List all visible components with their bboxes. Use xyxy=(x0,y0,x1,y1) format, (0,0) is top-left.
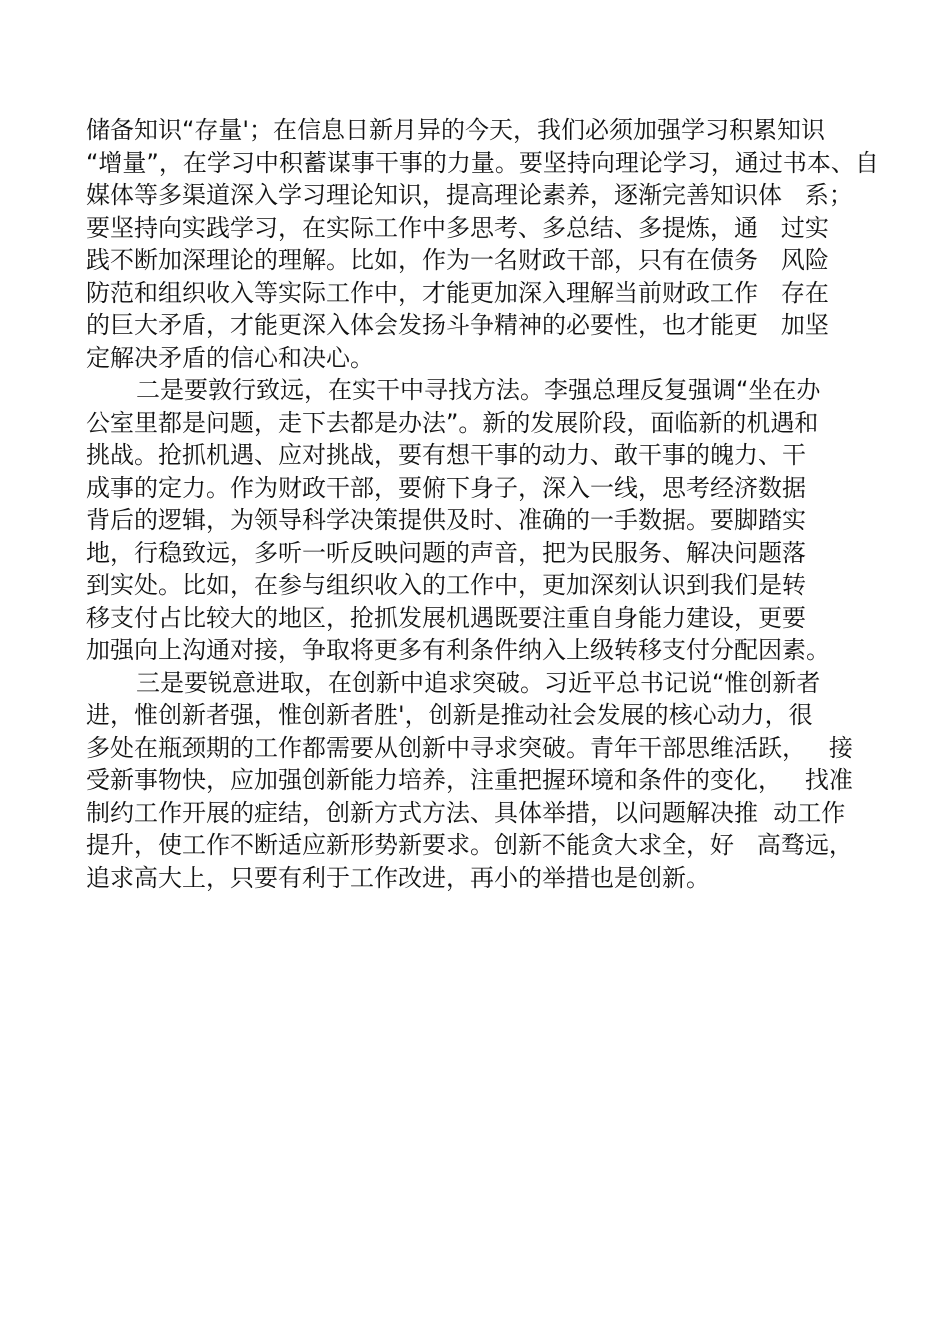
paragraph-3-line-4: 受新事物快，应加强创新能力培养，注重把握环境和条件的变化， 找准 xyxy=(86,766,853,794)
paragraph-1-line-1: 储备知识“存量'；在信息日新月异的今天，我们必须加强学习积累知识 xyxy=(86,116,826,144)
paragraph-2-line-9: 加强向上沟通对接，争取将更多有利条件纳入上级转移支付分配因素。 xyxy=(86,636,830,664)
paragraph-2-line-2: 公室里都是问题，走下去都是办法”。新的发展阶段，面临新的机遇和 xyxy=(86,408,819,437)
body-text xyxy=(86,114,886,894)
paragraph-3-line-1: 三是要锐意进取，在创新中追求突破。习近平总书记说“惟创新者 xyxy=(136,668,821,697)
paragraph-3-line-5: 制约工作开展的症结，创新方式方法、具体举措，以问题解决推 动工作 xyxy=(86,798,846,827)
paragraph-2-line-7: 到实处。比如，在参与组织收入的工作中，更加深刻认识到我们是转 xyxy=(86,571,806,599)
paragraph-2-line-1: 二是要敦行致远，在实干中寻找方法。李强总理反复强调“坐在办 xyxy=(136,376,821,404)
paragraph-3-line-3: 多处在瓶颈期的工作都需要从创新中寻求突破。青年干部思维活跃， 接 xyxy=(86,733,853,762)
paragraph-1-line-5: 践不断加深理论的理解。比如，作为一名财政干部，只有在债务 风险 xyxy=(86,246,829,274)
paragraph-2-line-8: 移支付占比较大的地区，抢抓发展机遇既要注重自身能力建设，更要 xyxy=(86,603,806,632)
paragraph-1-line-8: 定解决矛盾的信心和决心。 xyxy=(86,343,374,372)
paragraph-2-line-6: 地，行稳致远，多听一听反映问题的声音，把为民服务、解决问题落 xyxy=(86,538,806,567)
paragraph-3-line-7: 追求高大上，只要有利于工作改进，再小的举措也是创新。 xyxy=(86,863,710,892)
paragraph-3-line-6: 提升，使工作不断适应新形势新要求。创新不能贪大求全，好 高骛远， xyxy=(86,831,853,859)
paragraph-1-line-7: 的巨大矛盾，才能更深入体会发扬斗争精神的必要性，也才能更 加坚 xyxy=(86,311,829,339)
paragraph-2-line-3: 挑战。抢抓机遇、应对挑战，要有想干事的动力、敢干事的魄力、干 xyxy=(86,441,806,469)
paragraph-2-line-4: 成事的定力。作为财政干部，要俯下身子，深入一线，思考经济数据 xyxy=(86,473,806,502)
paragraph-3-line-2: 进，惟创新者强，惟创新者胜'，创新是推动社会发展的核心动力，很 xyxy=(86,701,813,729)
paragraph-1-line-3: 媒体等多渠道深入学习理论知识，提高理论素养，逐渐完善知识体 系； xyxy=(86,181,853,209)
paragraph-1-line-2: “增量”，在学习中积蓄谋事干事的力量。要坚持向理论学习，通过书本、自 xyxy=(86,148,879,177)
paragraph-1-line-6: 防范和组织收入等实际工作中，才能更加深入理解当前财政工作 存在 xyxy=(86,278,829,307)
paragraph-1-line-4: 要坚持向实践学习，在实际工作中多思考、多总结、多提炼，通 过实 xyxy=(86,213,829,242)
paragraph-2-line-5: 背后的逻辑，为领导科学决策提供及时、准确的一手数据。要脚踏实 xyxy=(86,506,806,534)
